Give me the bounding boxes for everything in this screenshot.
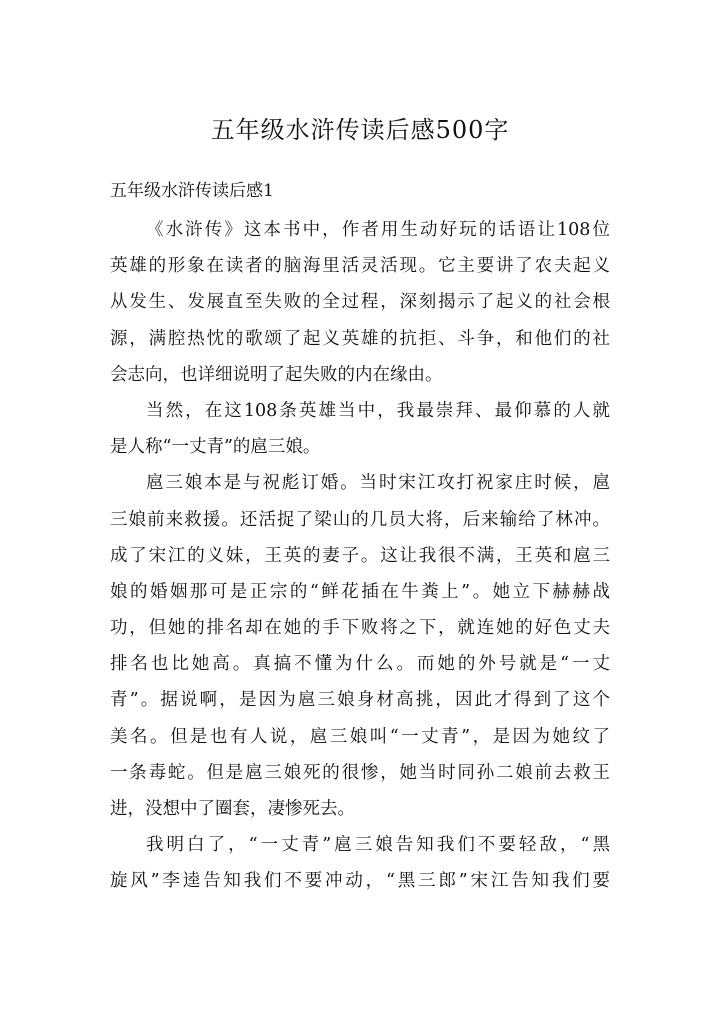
- text-line: 会志向，也详细说明了起失败的内在缘由。: [110, 364, 443, 385]
- text-line: 扈三娘本是与祝彪订婚。当时宋江攻打祝家庄时候，扈: [146, 473, 610, 494]
- text-line: 青”。据说啊，是因为扈三娘身材高挑，因此才得到了这个: [110, 690, 610, 711]
- text-line: 一条毒蛇。但是扈三娘死的很惨，她当时同孙二娘前去救王: [110, 762, 610, 783]
- paragraph: [110, 393, 610, 465]
- text-line: 娘的婚姻那可是正宗的“鲜花插在牛粪上”。她立下赫赫战: [110, 581, 610, 602]
- text-line: 排名也比她高。真搞不懂为什么。而她的外号就是“一丈: [110, 654, 610, 675]
- document-body: [110, 212, 610, 900]
- text-line: 我明白了，“一丈青”扈三娘告知我们不要轻敌，“黑: [146, 835, 610, 856]
- paragraph: [110, 827, 610, 899]
- document-title: 五年级水浒传读后感500字: [210, 116, 510, 144]
- text-line: 功，但她的排名却在她的手下败将之下，就连她的好色丈夫: [110, 618, 610, 639]
- text-line: 英雄的形象在读者的脑海里活灵活现。它主要讲了农夫起义: [110, 256, 610, 277]
- text-line: 从发生、发展直至失败的全过程，深刻揭示了起义的社会根: [110, 292, 610, 313]
- text-line: 是人称“一丈青”的扈三娘。: [110, 437, 321, 458]
- section-heading: 五年级水浒传读后感1: [110, 181, 274, 201]
- text-line: 成了宋江的义妹，王英的妻子。这让我很不满，王英和扈三: [110, 545, 610, 566]
- text-line: 进，没想中了圈套，凄惨死去。: [110, 799, 355, 819]
- paragraph: [110, 212, 610, 393]
- text-line: 《水浒传》这本书中，作者用生动好玩的话语让108位: [146, 220, 610, 240]
- text-line: 源，满腔热忱的歌颂了起义英雄的抗拒、斗争，和他们的社: [110, 328, 610, 349]
- text-line: 旋风”李逵告知我们不要冲动，“黑三郎”宋江告知我们要: [110, 871, 610, 892]
- text-line: 三娘前来救援。还活捉了梁山的几员大将，后来输给了林冲。: [110, 509, 610, 530]
- text-line: 美名。但是也有人说，扈三娘叫“一丈青”，是因为她纹了: [110, 726, 610, 747]
- paragraph: [110, 465, 610, 827]
- text-line: 当然，在这108条英雄当中，我最崇拜、最仰慕的人就: [146, 400, 610, 421]
